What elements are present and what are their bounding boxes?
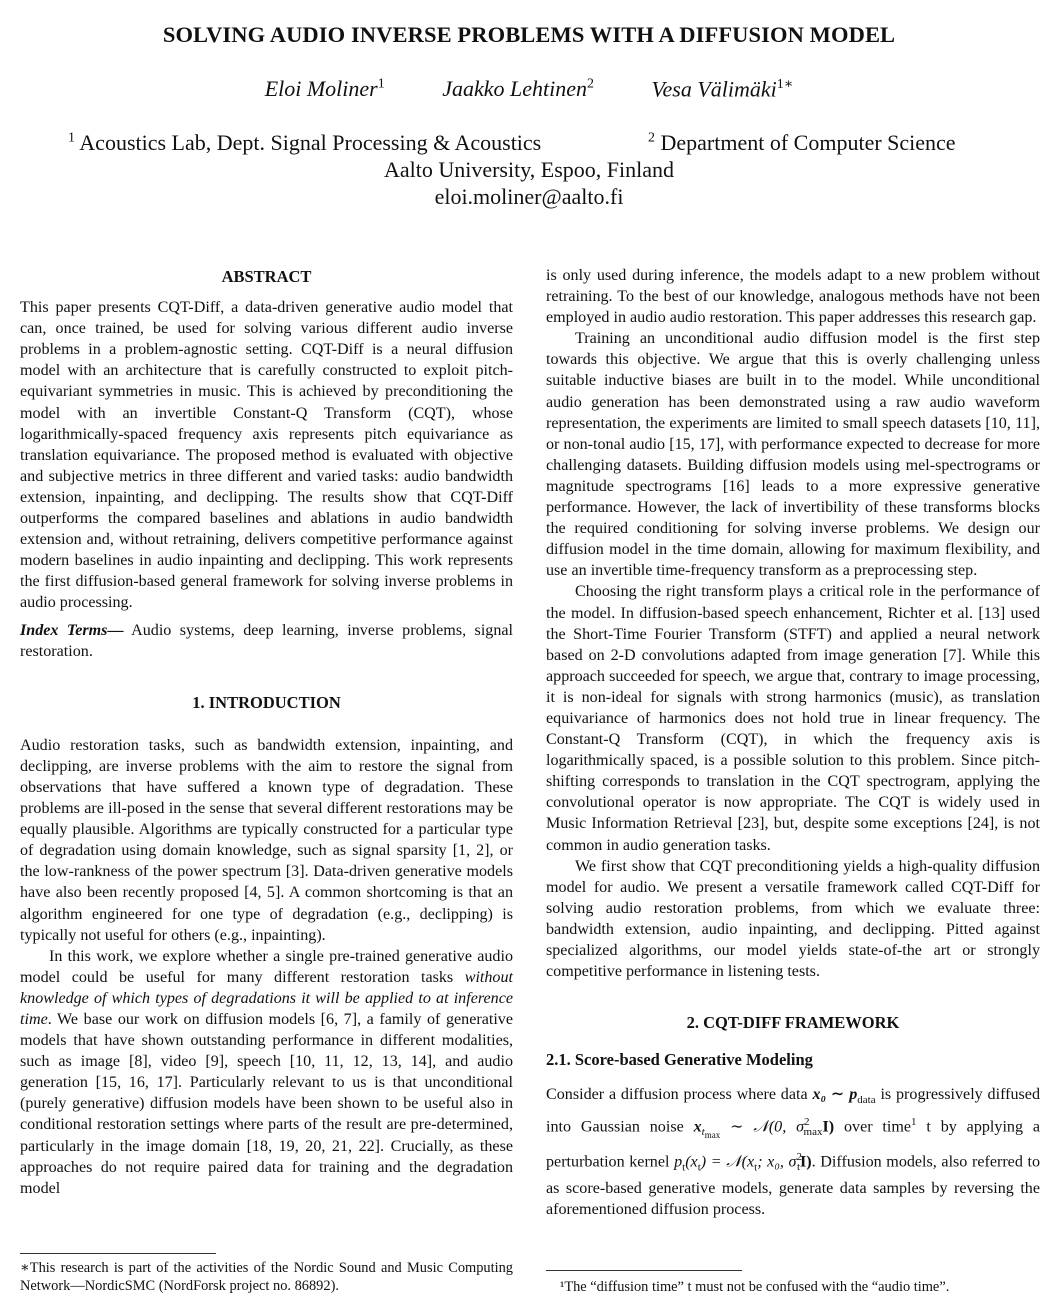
affiliation-2: $^2$ Department of Computer Science — [648, 130, 956, 155]
right-column — [546, 265, 1040, 1220]
intro-paragraph-2: In this work, we explore whether a single pre-trained generative audio model could be useful for many different restoration tasks without knowledge of which types of degradations it will be applied to at inference time. We base our work on diffusion models [6, 7], a family of generative models that have shown outstanding performance in different modalities, such as image [8], video [9], speech [10, 11, 12, 13, 14], and audio generation [15, 16, 17]. Particularly relevant to us is that unconditional (purely generative) diffusion models have been shown to be useful also in conditional restoration settings where parts of the result are pre-determined, particularly in the image domain [18, 19, 20, 21, 22]. Crucially, as these approaches do not require paired data for training and the degradation model — [20, 947, 513, 1197]
author-3: Vesa Välimäki$^{1∗}$ — [651, 76, 794, 102]
intro-heading: 1. INTRODUCTION — [192, 692, 341, 712]
abstract-text: This paper presents CQT-Diff, a data-driven generative audio model that can, once trained, be used for solving various different audio inverse problems in a problem-agnostic setting. CQT-Diff is a neural diffusion model with an architecture that is carefully constructed to exploit pitch-equivariant symmetries in music. This is achieved by preconditioning the model with an invertible Constant-Q Transform (CQT), whose logarithmically-spaced frequency axis represents pitch equivariance as translation equivariance. The proposed method is evaluated with objective and subjective metrics in three different and varied tasks: audio bandwidth extension, inpainting, and declipping. The results show that CQT-Diff outperforms the compared baselines and ablations in audio bandwidth extension and, without retraining, delivers competitive performance against modern baselines in audio inpainting and declipping. This work represents the first diffusion-based general framework for solving inverse problems in audio processing. — [20, 299, 513, 612]
footnote-left: ∗This research is part of the activities of the Nordic Sound and Music Computing Network—NordicSMC (NordForsk project no. 86892). — [20, 1260, 513, 1294]
subsection-2-1-heading: 2.1. Score-based Generative Modeling — [546, 1050, 813, 1070]
abstract-heading: ABSTRACT — [221, 267, 312, 286]
index-terms: Index Terms— Audio systems, deep learning, inverse problems, signal restoration. — [20, 621, 513, 660]
author-1: Eloi Moliner$^1$ — [264, 76, 385, 102]
footnote-right: ¹The “diffusion time” t must not be confused with the “audio time”. — [560, 1279, 950, 1295]
author-2: Jaakko Lehtinen$^2$ — [442, 76, 595, 102]
footnote-divider-right — [546, 1270, 742, 1271]
paper-title: SOLVING AUDIO INVERSE PROBLEMS WITH A DIFFUSION MODEL — [162, 22, 896, 47]
intro-paragraph-1: Audio restoration tasks, such as bandwidth extension, inpainting, and declipping, are inverse problems with the aim to restore the signal from observations that have suffered a known type of degradation. These problems are ill-posed in the sense that several different restorations may be equally plausible. Algorithms are typically constructed for a particular type of degradation using domain knowledge, such as signal sparsity [1, 2], or the low-rankness of the power spectrum [3]. Data-driven generative models have also been recently proposed [4, 5]. A common shortcoming is that an algorithm engineered for one type of degradation (e.g., declipping) is typically not useful for others (e.g., inpainting). — [20, 736, 513, 944]
intro-paragraph-5: Choosing the right transform plays a critical role in the performance of the model. In diffusion-based speech enhancement, Richter et al. [13] used the Short-Time Fourier Transform (STFT) and applied a neural network based on 2-D convolutions adapted from image generation [7]. While this approach succeeded for speech, we argue that, contrary to image processing, it is non-ideal for signals with strong harmonics (music), as translation equivariance of harmonics does not hold true in linear frequency. The Constant-Q Transform (CQT), in which the frequency axis is logarithmically spaced, is a possible solution to this problem. Since pitch-shifting corresponds to translation in the CQT spectrogram, applying the convolutional operator is now appropriate. The CQT is widely used in Music Information Retrieval [23], but, despite some exceptions [24], is not common in audio generation tasks. — [546, 583, 1040, 854]
intro-paragraph-4: Training an unconditional audio diffusion model is the first step towards this objective. We argue that this is overly challenging unless suitable inductive biases are built in to the model. While unconditional audio generation has been demonstrated using a raw audio waveform representation, the experiments are limited to small speech datasets [10, 11], or non-tonal audio [15, 17], with performance expected to decrease for more challenging datasets. Building diffusion models using mel-spectrograms or magnitude spectrograms [16] leads to a more expressive generative performance. However, the lack of invertibility of these transforms blocks the required conditioning for solving inverse problems. We design our diffusion model in the time domain, allowing for maximum flexibility, and use an invertible time-frequency transform as a preprocessing step. — [546, 330, 1040, 580]
institution: Aalto University, Espoo, Finland — [383, 157, 675, 182]
author-email[interactable]: eloi.moliner@aalto.fi — [434, 184, 624, 209]
author-list — [0, 76, 1058, 102]
intro-paragraph-6: We first show that CQT preconditioning yields a high-quality diffusion model for audio. We present a versatile framework called CQT-Diff for solving audio restoration problems, from which we evaluate three: bandwidth extension, audio inpainting, and declipping. Pitted against specialized algorithms, our model yields state-of-the art or strongly competitive performance in listening tests. — [546, 857, 1040, 981]
footnote-divider-left — [20, 1253, 216, 1254]
section-2-heading: 2. CQT-DIFF FRAMEWORK — [686, 1013, 900, 1033]
left-column — [20, 266, 513, 1199]
intro-paragraph-3: is only used during inference, the models adapt to a new problem without retraining. To the best of our knowledge, analogous methods have not been employed in audio audio restoration. This paper addresses this research gap. — [546, 267, 1040, 327]
section-2-paragraph-1: Consider a diffusion process where data x₀ ∼ $p_{data}$ is progressively diffused into Gaussian noise $x_{t_{max}}$ ∼ 𝒩(0, $\sigma^2_{max}I$) over time$^1$ t by applying a perturbation kernel $p_t(x_t)$ = $𝒩(x_t$; x₀, $\sigma^2_tI$). Diffusion models, also referred to as score-based generative models, generate data samples by reversing the aforementioned diffusion process. — [546, 1086, 1041, 1219]
affiliation-1: $^1$ Acoustics Lab, Dept. Signal Processing & Acoustics — [68, 130, 542, 155]
